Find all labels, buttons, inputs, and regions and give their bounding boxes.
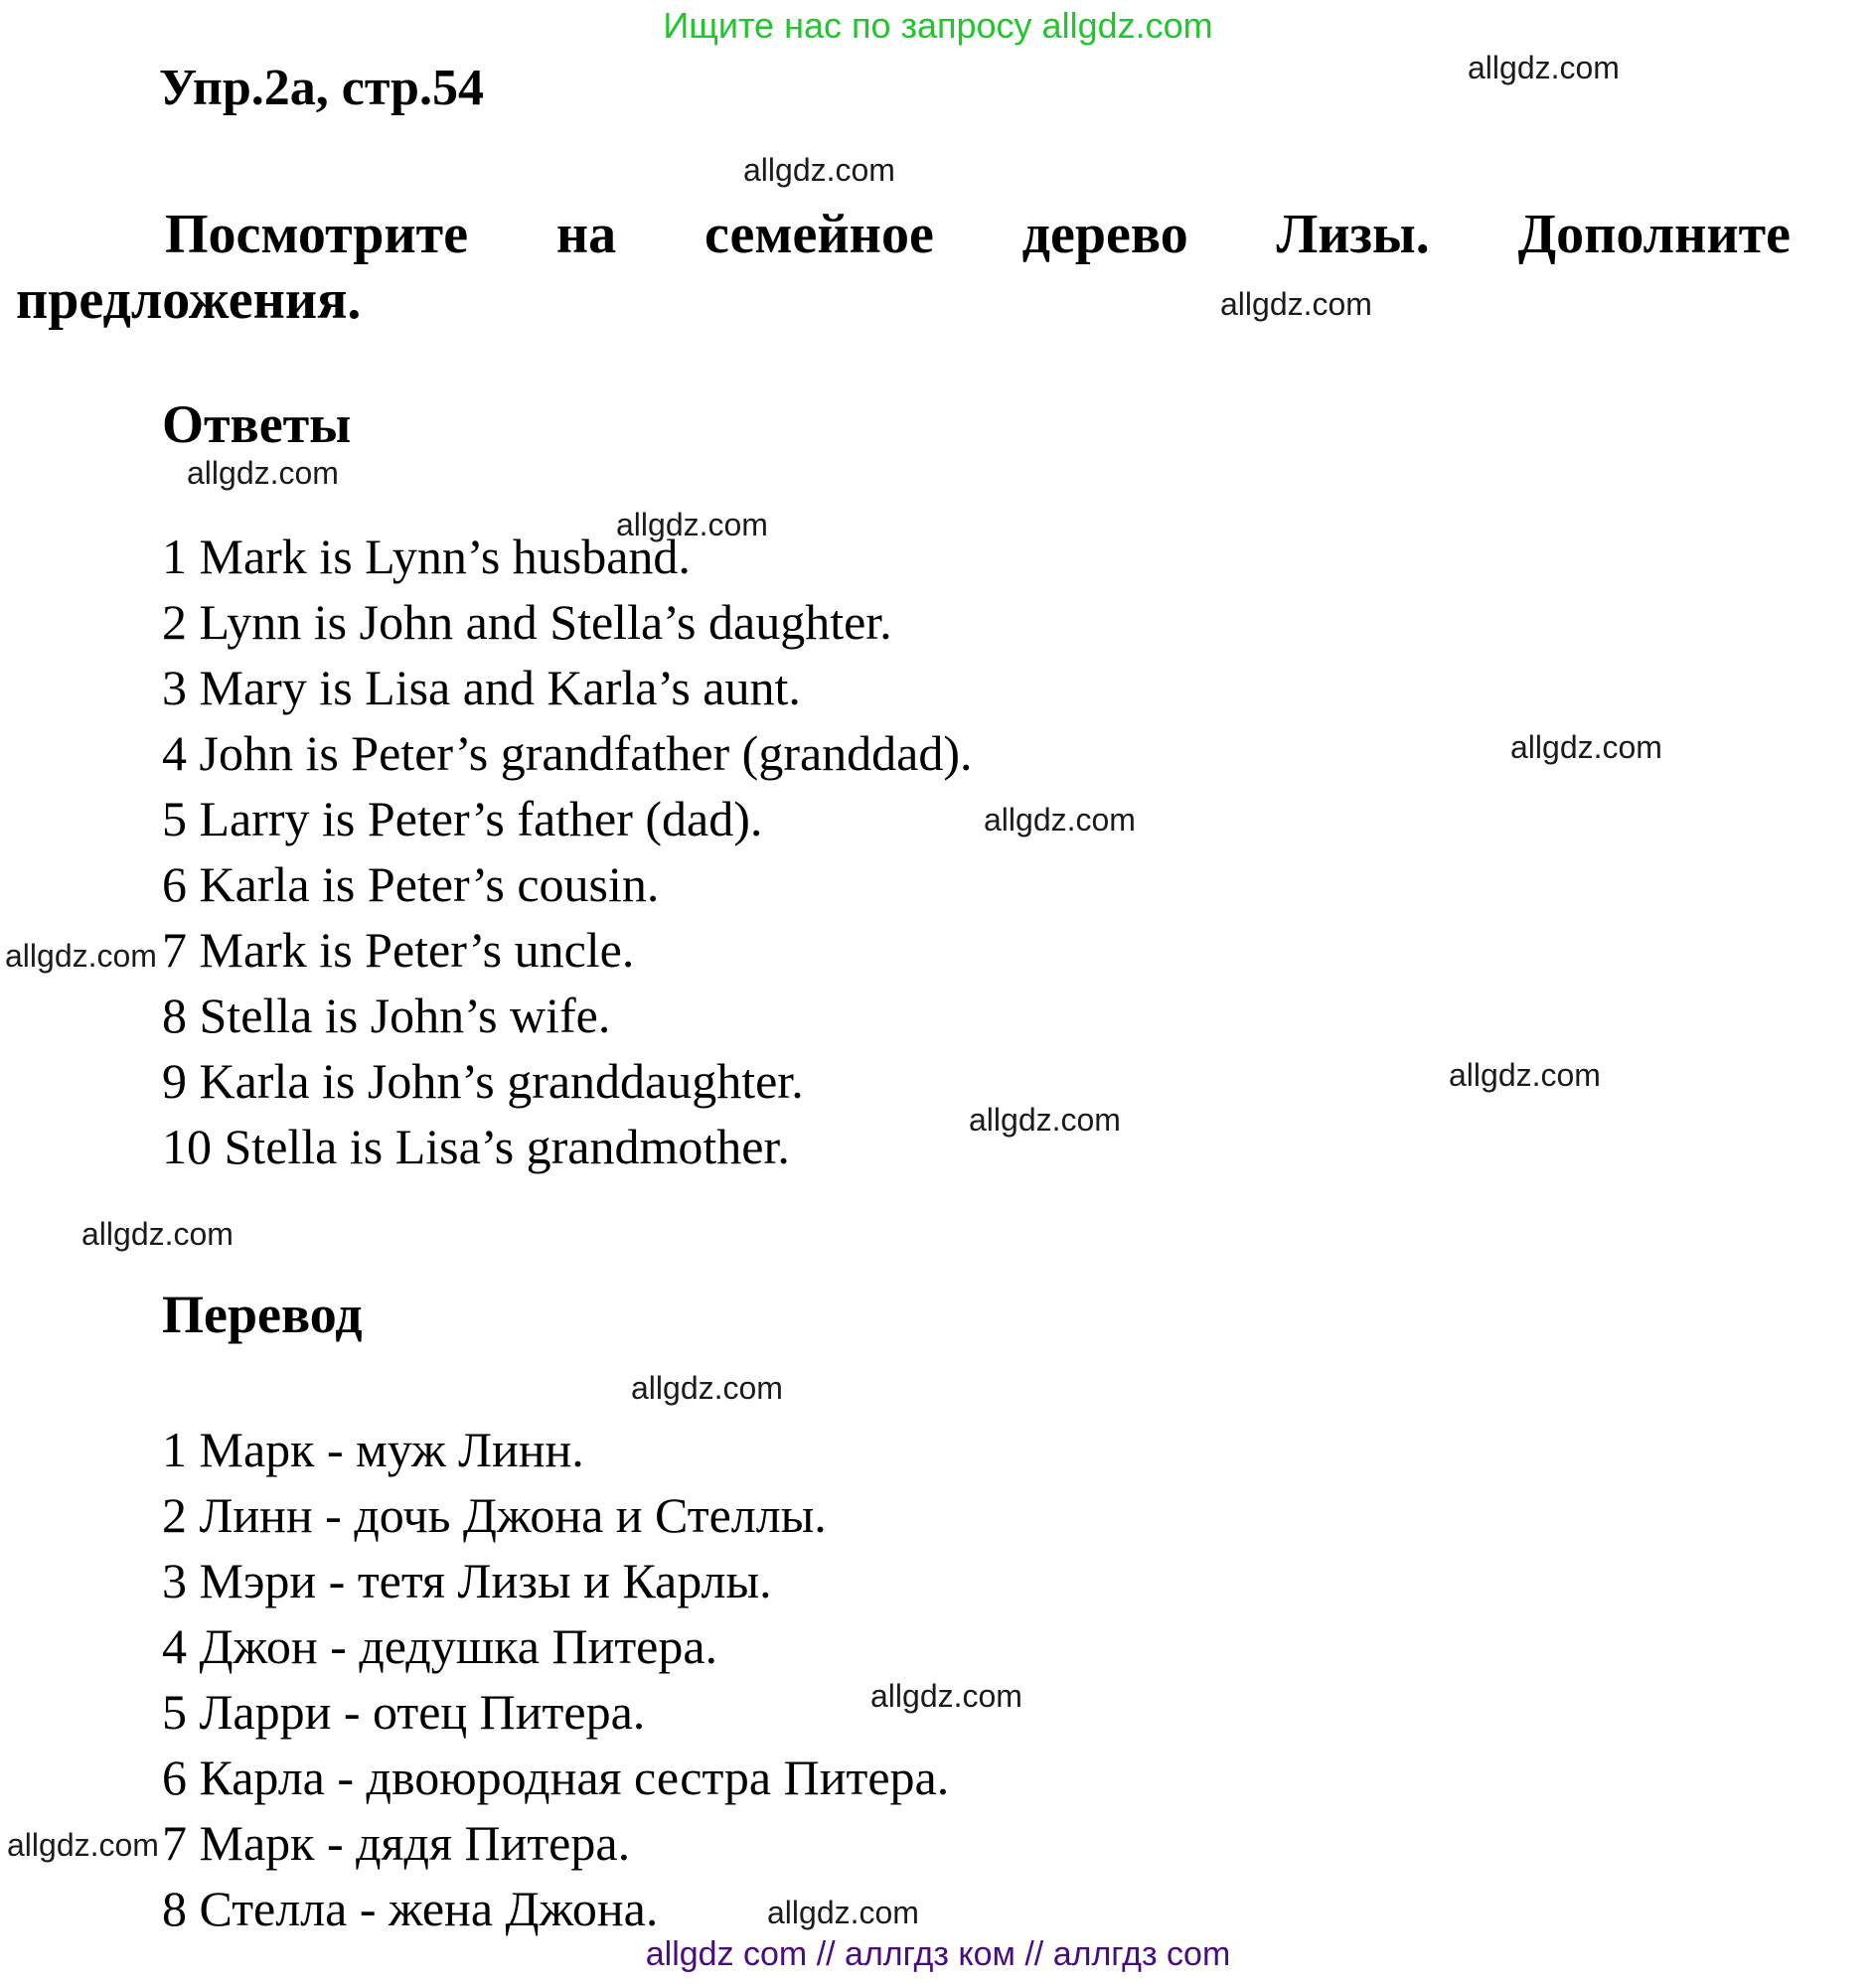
watermark-above-list: allgdz.com — [616, 507, 768, 542]
answer-item: 1 Mark is Lynn’s husband. — [162, 529, 691, 584]
answer-item: 3 Mary is Lisa and Karla’s aunt. — [162, 660, 801, 715]
promo-banner: Ищите нас по запросу allgdz.com — [663, 5, 1213, 46]
watermark-above-translation: allgdz.com — [631, 1370, 783, 1406]
watermark-right-item5: allgdz.com — [984, 802, 1136, 838]
task-text — [16, 202, 1791, 333]
answers-heading: Ответы — [162, 394, 352, 454]
answer-item: 5 Larry is Peter’s father (dad). — [162, 791, 763, 846]
watermark-task-right: allgdz.com — [1220, 286, 1372, 322]
translation-item: 4 Джон - дедушка Питера. — [162, 1618, 718, 1674]
answer-item: 2 Lynn is John and Stella’s daughter. — [162, 594, 892, 650]
watermark-under-answers: allgdz.com — [187, 455, 339, 491]
watermark-left-tr-item7: allgdz.com — [7, 1827, 159, 1863]
page-title: Упр.2а, стр.54 — [159, 60, 484, 116]
watermark-below-title: allgdz.com — [743, 152, 895, 188]
watermark-after-item9: allgdz.com — [969, 1102, 1121, 1138]
translation-item: 5 Ларри - отец Питера. — [162, 1684, 646, 1740]
translation-item: 8 Стелла - жена Джона. — [162, 1881, 659, 1936]
watermark-bottom-answers: allgdz.com — [81, 1216, 234, 1252]
answer-item: 4 John is Peter’s grandfather (granddad). — [162, 725, 973, 781]
watermark-left-item7: allgdz.com — [5, 938, 157, 974]
answer-item: 7 Mark is Peter’s uncle. — [162, 922, 635, 978]
translation-item: 1 Марк - муж Линн. — [162, 1422, 584, 1477]
site-footer: allgdz com // аллгдз ком // аллгдз com — [645, 1935, 1231, 1973]
translation-heading: Перевод — [162, 1285, 363, 1344]
translation-item: 3 Мэри - тетя Лизы и Карлы. — [162, 1553, 772, 1608]
watermark-after-tr-item8: allgdz.com — [767, 1895, 919, 1930]
translation-item: 6 Карла - двоюродная сестра Питера. — [162, 1750, 950, 1805]
watermark-right-item4: allgdz.com — [1510, 729, 1662, 765]
watermark-right-tr-item5: allgdz.com — [870, 1678, 1022, 1714]
answer-item: 10 Stella is Lisa’s grandmother. — [162, 1119, 790, 1174]
translation-item: 7 Марк - дядя Питера. — [162, 1815, 631, 1871]
answer-item: 9 Karla is John’s granddaughter. — [162, 1053, 804, 1109]
task-text-line2: предложения. — [16, 269, 362, 331]
answer-item: 8 Stella is John’s wife. — [162, 988, 611, 1043]
translation-item: 2 Линн - дочь Джона и Стеллы. — [162, 1487, 827, 1543]
translation-list — [162, 1417, 949, 1941]
answers-list — [162, 524, 973, 1179]
watermark-right-item8: allgdz.com — [1449, 1057, 1601, 1093]
task-text-line1: Посмотрите на семейное дерево Лизы. Дополните — [165, 204, 1791, 265]
answer-item: 6 Karla is Peter’s cousin. — [162, 856, 660, 912]
watermark-top-right: allgdz.com — [1468, 50, 1620, 85]
